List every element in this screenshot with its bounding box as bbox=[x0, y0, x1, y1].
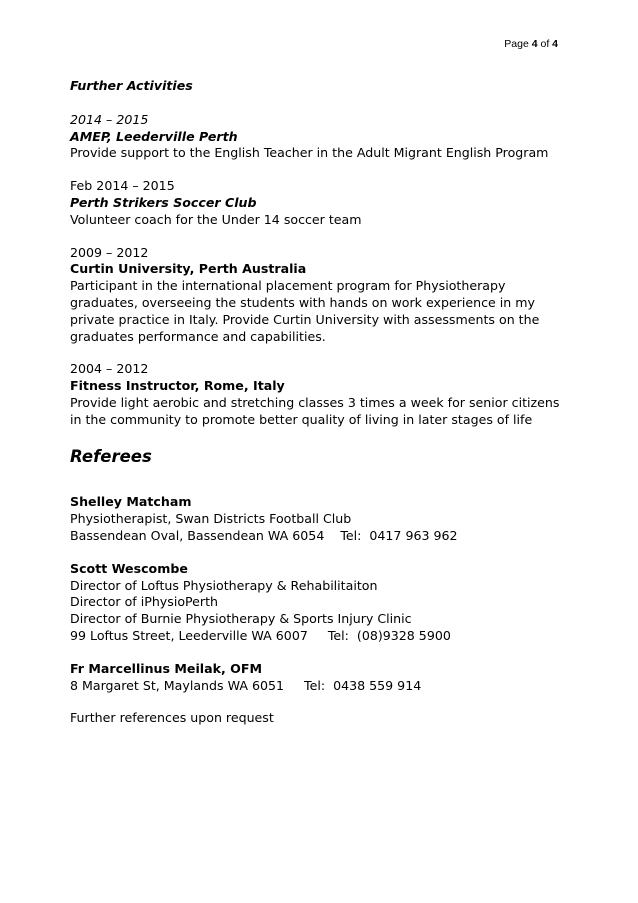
referee-line: 8 Margaret St, Maylands WA 6051 Tel: 0438 559 914 bbox=[70, 677, 422, 693]
referee-line: Director of iPhysioPerth bbox=[70, 594, 219, 610]
activity-organisation: Fitness Instructor, Rome, Italy bbox=[70, 378, 285, 394]
activity-date: 2014 – 2015 bbox=[70, 111, 149, 127]
activity-date: 2009 – 2012 bbox=[70, 244, 149, 260]
activity-entry bbox=[70, 245, 570, 346]
referees-heading: Referees bbox=[70, 446, 152, 466]
referee-line: Director of Loftus Physiotherapy & Rehabilitaiton bbox=[70, 577, 378, 593]
referee-line: 99 Loftus Street, Leederville WA 6007 Tel: (08)9328 5900 bbox=[70, 627, 451, 643]
activity-entry bbox=[70, 178, 570, 228]
activity-description: Participant in the international placement program for Physiotherapy graduates, overseeing the students with hands on work experience in my private practice in Italy. Provide Curtin University with assessments on the graduates performance and capabilities. bbox=[70, 278, 540, 344]
references-note: Further references upon request bbox=[70, 710, 274, 726]
referee-name: Shelley Matcham bbox=[70, 494, 192, 510]
activity-entry bbox=[70, 361, 570, 428]
activity-description: Provide light aerobic and stretching classes 3 times a week for senior citizens in the community to promote better quality of living in later stages of life bbox=[70, 394, 560, 427]
referee-line: Physiotherapist, Swan Districts Football Club bbox=[70, 511, 352, 527]
page-number: Page 4 of 4 bbox=[504, 38, 558, 50]
activity-entry bbox=[70, 112, 570, 162]
activity-organisation: Curtin University, Perth Australia bbox=[70, 261, 307, 277]
activity-description: Provide support to the English Teacher in the Adult Migrant English Program bbox=[70, 145, 549, 161]
document-body bbox=[70, 78, 570, 727]
referee-name: Fr Marcellinus Meilak, OFM bbox=[70, 660, 262, 676]
referee-line: Director of Burnie Physiotherapy & Sports Injury Clinic bbox=[70, 611, 412, 627]
referee-entry bbox=[70, 661, 570, 695]
activity-organisation: Perth Strikers Soccer Club bbox=[70, 194, 257, 210]
referee-line: Bassendean Oval, Bassendean WA 6054 Tel: 0417 963 962 bbox=[70, 527, 458, 543]
referee-name: Scott Wescombe bbox=[70, 560, 188, 576]
referee-entry bbox=[70, 561, 570, 645]
activity-date: 2004 – 2012 bbox=[70, 361, 149, 377]
activity-organisation: AMEP, Leederville Perth bbox=[70, 128, 238, 144]
referee-entry bbox=[70, 494, 570, 544]
activity-date: Feb 2014 – 2015 bbox=[70, 178, 175, 194]
further-activities-heading: Further Activities bbox=[70, 78, 193, 93]
activity-description: Volunteer coach for the Under 14 soccer team bbox=[70, 211, 362, 227]
